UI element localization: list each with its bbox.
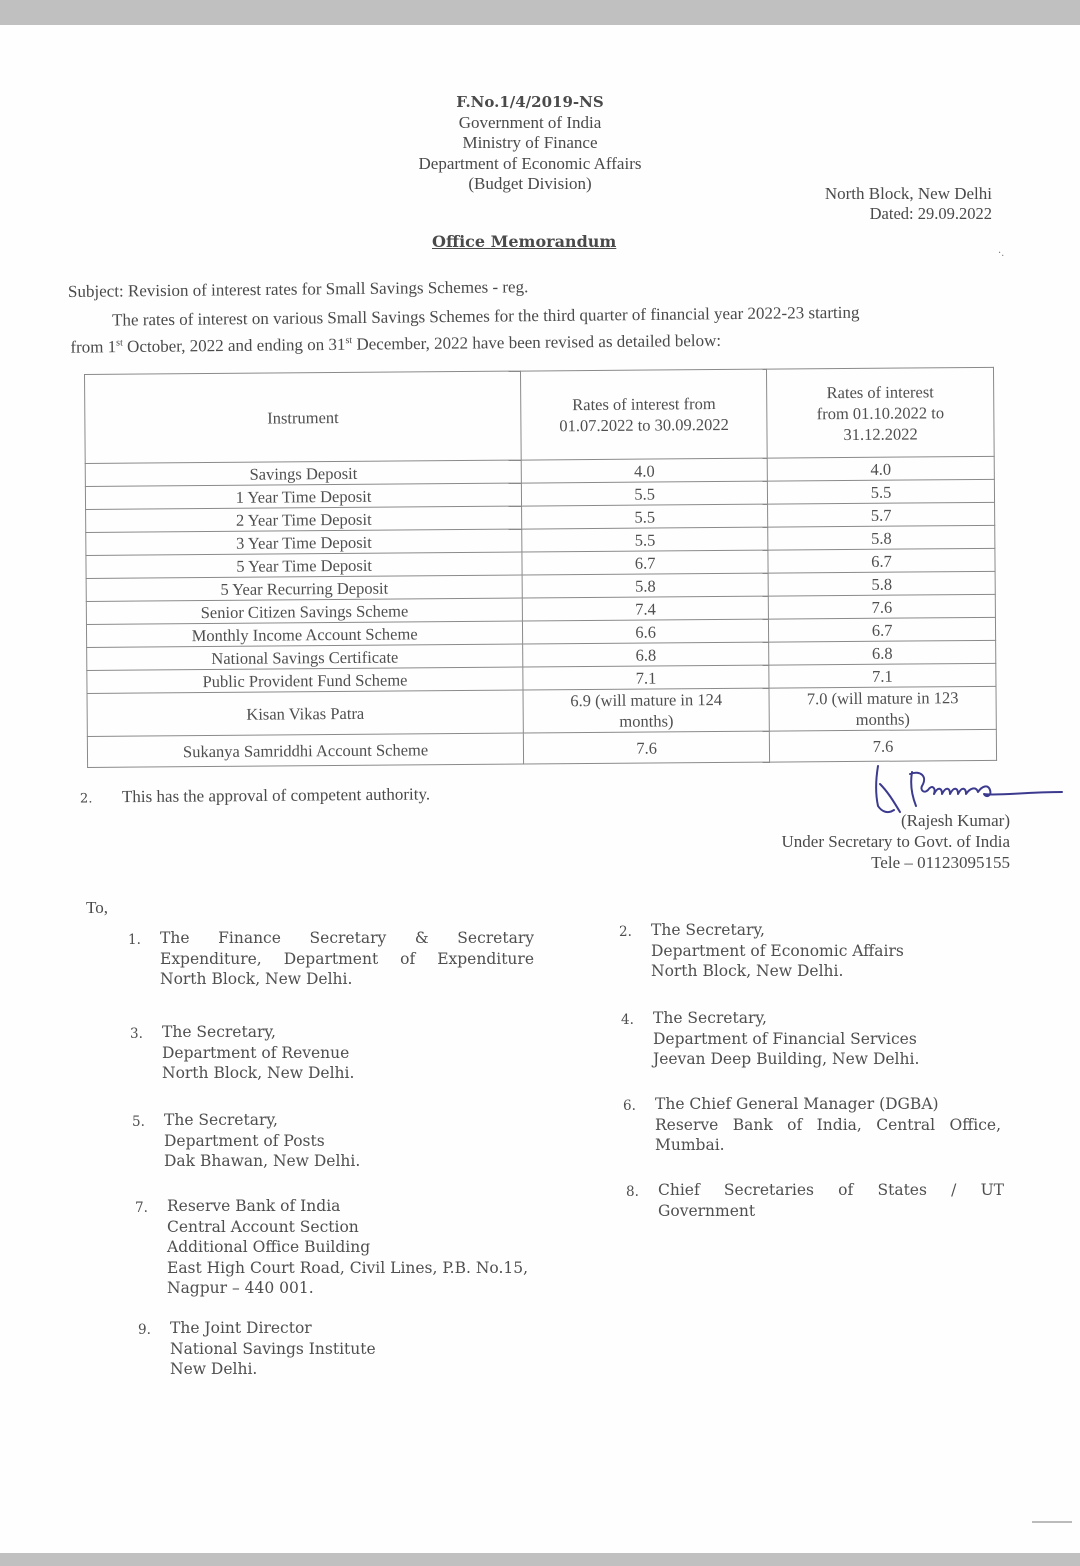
recipient-line: New Delhi. [170,1360,258,1378]
table-row [87,686,996,736]
cell-text: 6.9 (will mature in 124 months) [570,689,723,731]
letterhead [380,92,680,195]
old-rate-cell [523,688,769,733]
signatory-block [782,810,1010,873]
column-header-instrument: Instrument [85,371,522,463]
subject-line: Subject: Revision of interest rates for Small Savings Schemes - reg. [67,277,529,301]
approval-paragraph [80,784,430,807]
letterhead-line: Government of India [458,112,602,132]
recipient-number: 4. [621,1012,634,1028]
old-rate-cell: 5.5 [522,527,768,552]
signatory-name: (Rajesh Kumar) [900,811,1010,830]
column-header-old-rate [521,369,768,460]
recipient-line: Reserve Bank of India [167,1197,341,1215]
to-label: To, [86,898,108,917]
recipient-line: Nagpur – 440 001. [167,1279,314,1297]
recipient-9 [138,1318,376,1380]
recipient-7 [135,1196,528,1299]
text-fragment: from 1 [70,337,117,357]
old-rate-cell: 5.8 [522,573,768,598]
instrument-cell: 5 Year Time Deposit [86,552,522,578]
table-row [87,729,996,767]
new-rate-cell: 5.8 [768,571,995,596]
header-text: Rates of interest from 01.07.2022 to 30.09.2022 [559,394,729,436]
new-rate-cell: 7.1 [769,663,996,688]
recipient-line: Dak Bhawan, New Delhi. [164,1152,361,1170]
old-rate-cell: 4.0 [521,458,767,483]
recipient-number: 3. [130,1026,143,1042]
old-rate-cell: 7.4 [523,596,769,621]
place: North Block, New Delhi [824,184,992,203]
instrument-cell: Kisan Vikas Patra [87,690,524,736]
date: Dated: 29.09.2022 [869,204,992,223]
column-header-new-rate [767,367,995,458]
recipient-line: Reserve Bank of India, Central Office, [655,1115,1001,1134]
recipient-number: 8. [626,1184,639,1200]
old-rate-cell: 7.1 [523,665,769,690]
old-rate-cell: 6.6 [523,619,769,644]
old-rate-cell: 6.8 [523,642,769,667]
recipient-line: The Secretary, [162,1023,276,1041]
old-rate-cell: 7.6 [524,731,770,764]
recipient-number: 9. [138,1322,151,1338]
scan-speck: ·. [998,248,1005,259]
instrument-cell: Sukanya Samriddhi Account Scheme [87,733,523,767]
recipient-6 [623,1094,1001,1156]
approval-text: This has the approval of competent authority. [121,784,431,807]
scan-artifact-line [1032,1521,1072,1523]
recipient-line: Expenditure, Department of Expenditure [160,949,534,968]
cell-text: 7.0 (will mature in 123 months) [806,688,959,729]
recipient-line: Department of Revenue [162,1043,350,1062]
instrument-cell: Monthly Income Account Scheme [86,621,522,647]
recipient-line: Jeevan Deep Building, New Delhi. [653,1050,920,1068]
new-rate-cell [769,686,996,731]
new-rate-cell: 5.5 [767,479,994,504]
letterhead-line: Ministry of Finance [462,133,598,152]
instrument-cell: Savings Deposit [85,460,521,486]
instrument-cell: 3 Year Time Deposit [86,529,522,555]
recipient-line: Additional Office Building [167,1238,371,1256]
ordinal-suffix: st [116,337,123,349]
old-rate-cell: 5.5 [522,481,768,506]
recipient-line: The Secretary, [651,921,765,939]
recipient-5 [132,1110,360,1172]
recipient-8 [626,1180,1004,1221]
new-rate-cell: 6.7 [769,617,996,642]
place-date-block [825,184,992,224]
recipient-line: North Block, New Delhi. [651,962,844,980]
recipient-line: The Finance Secretary & Secretary [160,929,534,947]
ordinal-suffix: st [345,335,353,347]
new-rate-cell: 6.7 [768,548,995,573]
recipient-number: 6. [623,1098,636,1114]
text-fragment: October, 2022 and ending on 31 [122,334,346,357]
instrument-cell: 1 Year Time Deposit [85,483,521,509]
recipient-line: The Joint Director [170,1319,312,1337]
letterhead-line: Department of Economic Affairs [418,153,642,173]
recipient-3 [130,1022,354,1084]
recipient-number: 5. [132,1114,145,1130]
recipient-line: East High Court Road, Civil Lines, P.B. No.15, [167,1258,529,1277]
recipient-line: Mumbai. [655,1136,725,1154]
paragraph-number: 2. [79,791,93,807]
recipient-line: Department of Financial Services [653,1029,917,1048]
recipient-number: 1. [128,932,141,948]
file-number: F.No.1/4/2019-NS [456,93,604,111]
recipient-number: 2. [619,924,632,940]
recipient-line: Government [658,1201,756,1220]
new-rate-cell: 5.7 [768,502,995,527]
recipient-number: 7. [135,1200,148,1216]
new-rate-cell: 7.6 [768,594,995,619]
intro-paragraph [70,299,1000,358]
recipient-4 [621,1008,919,1070]
new-rate-cell: 4.0 [767,456,994,481]
header-text: Rates of interest from 01.10.2022 to 31.12.2022 [816,381,945,444]
recipient-line: North Block, New Delhi. [160,970,353,988]
instrument-cell: Public Provident Fund Scheme [87,667,523,693]
instrument-cell: 2 Year Time Deposit [86,506,522,532]
document-title: Office Memorandum [432,232,617,251]
recipient-line: National Savings Institute [170,1339,376,1358]
recipient-line: Chief Secretaries of States / UT [658,1181,1004,1199]
instrument-cell: Senior Citizen Savings Scheme [86,598,522,624]
scan-bottom-border [0,1553,1080,1566]
old-rate-cell: 5.5 [522,504,768,529]
text-fragment: December, 2022 have been revised as detailed below: [352,330,722,354]
recipient-line: The Chief General Manager (DGBA) [655,1095,939,1113]
signatory-phone: Tele – 01123095155 [871,853,1010,872]
recipient-line: Department of Economic Affairs [651,941,904,960]
recipient-line: The Secretary, [164,1111,278,1129]
new-rate-cell: 7.6 [769,729,996,762]
new-rate-cell: 5.8 [768,525,995,550]
scan-top-border [0,0,1080,25]
recipient-1 [128,928,534,990]
table-header-row [85,367,995,463]
instrument-cell: 5 Year Recurring Deposit [86,575,522,601]
interest-rates-table [84,367,997,768]
recipient-line: Department of Posts [164,1131,325,1150]
recipient-line: Central Account Section [167,1217,359,1236]
recipient-2 [619,920,904,982]
signatory-designation: Under Secretary to Govt. of India [781,832,1010,851]
letterhead-line: (Budget Division) [468,174,592,193]
paragraph-line-1: The rates of interest on various Small Savings Schemes for the third quarter of financial year 2022-23 starting [112,302,860,330]
old-rate-cell: 6.7 [522,550,768,575]
recipient-line: North Block, New Delhi. [162,1064,355,1082]
instrument-cell: National Savings Certificate [87,644,523,670]
new-rate-cell: 6.8 [769,640,996,665]
recipient-line: The Secretary, [653,1009,767,1027]
